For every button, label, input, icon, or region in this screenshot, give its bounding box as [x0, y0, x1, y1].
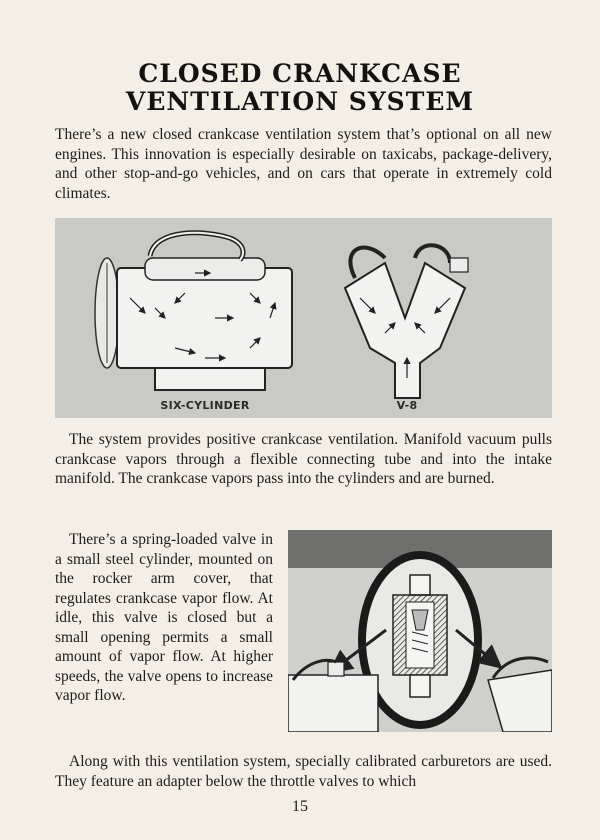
valve-cutaway-figure [288, 530, 552, 732]
page-title [0, 60, 600, 116]
intro-paragraph: There’s a new closed crankcase ventilation system that’s optional on all new engines. This innovation is especially desirable on taxicabs, package-delivery, and other stop-and-go vehicles, and on cars that operate in extremely cold climates. [55, 126, 552, 202]
system-paragraph: The system provides positive crankcase ventilation. Manifold vacuum pulls crankcase vapors through a flexible connecting tube and into the intake manifold. The crankcase vapors pass into the cylinders and are burned. [55, 431, 552, 487]
six-cylinder-engine-drawing [95, 233, 292, 390]
page-number: 15 [292, 798, 308, 815]
caption-v8: V-8 [396, 399, 418, 412]
v8-engine-drawing [345, 245, 468, 398]
engine-corner-right [488, 658, 552, 732]
title-line-2: VENTILATION SYSTEM [125, 87, 475, 116]
valve-paragraph: There’s a spring-loaded valve in a small steel cylinder, mounted on the rocker arm cover, that regulates crankcase vapor flow. At idle, this valve is closed but a small opening permits a small amount of vapor flow. At higher speeds, the valve opens to increase vapor flow. [55, 531, 273, 704]
valve-cutaway-svg [288, 530, 552, 732]
caption-six-cylinder: SIX-CYLINDER [160, 399, 250, 412]
engine-diagram-figure [55, 218, 552, 418]
title-line-1: CLOSED CRANKCASE [138, 59, 462, 88]
engine-diagram-svg [55, 218, 552, 418]
carburetors-paragraph: Along with this ventilation system, specially calibrated carburetors are used. They feature an adapter below the throttle valves to which [55, 753, 552, 790]
